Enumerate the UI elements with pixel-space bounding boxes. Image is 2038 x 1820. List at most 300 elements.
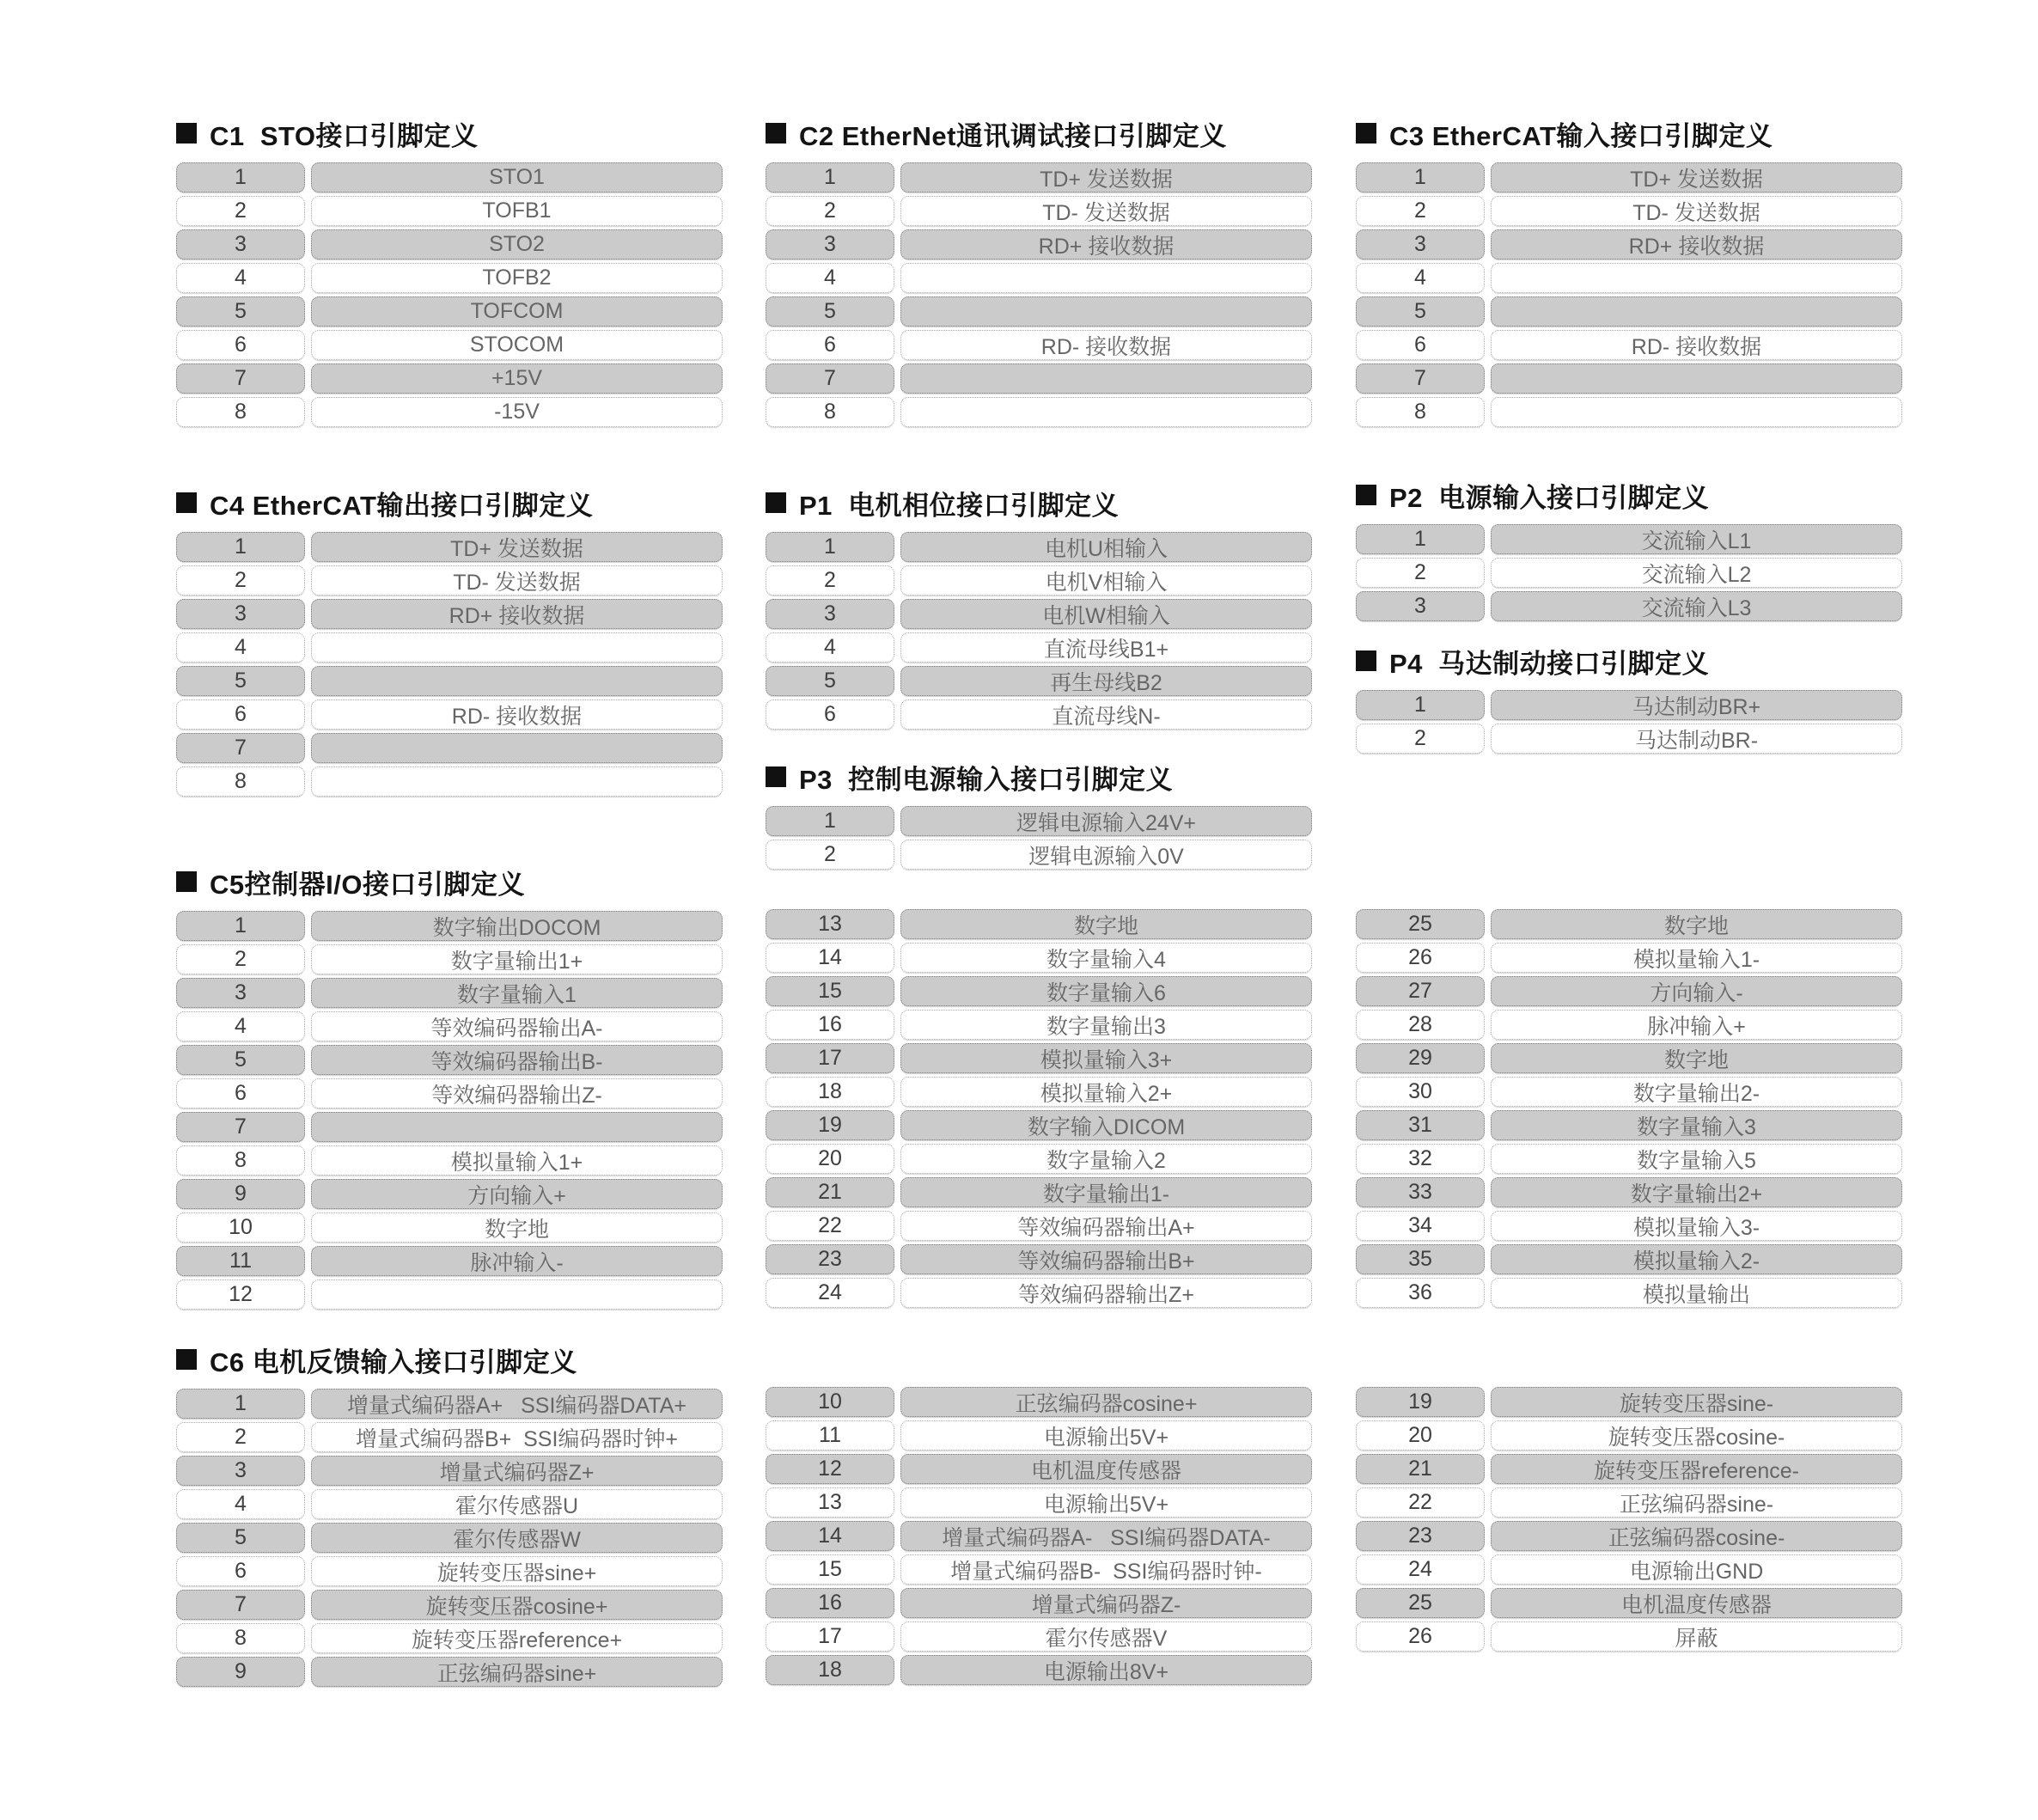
pin-row	[766, 1655, 1312, 1685]
pin-description: 数字地	[1491, 909, 1902, 939]
pin-number: 30	[1356, 1077, 1485, 1107]
pin-description: TD- 发送数据	[311, 565, 723, 595]
pin-row	[1356, 196, 1902, 226]
pin-number: 1	[176, 911, 305, 941]
pin-description	[311, 666, 723, 696]
pin-row	[766, 1077, 1312, 1107]
pin-description: 增量式编码器B+ SSI编码器时钟+	[311, 1422, 723, 1452]
section-bullet-icon	[176, 492, 197, 513]
pin-row	[766, 296, 1312, 327]
pin-number: 8	[176, 397, 305, 427]
section-bullet-icon	[176, 123, 197, 144]
pin-row	[766, 1622, 1312, 1652]
pin-description: 交流输入L3	[1491, 591, 1902, 621]
pin-description: 正弦编码器cosine-	[1491, 1521, 1902, 1551]
pin-description: 电机V相输入	[900, 565, 1312, 595]
pin-row	[1356, 330, 1902, 360]
pin-number: 7	[176, 363, 305, 394]
pin-number: 36	[1356, 1278, 1485, 1308]
pin-number: 7	[766, 363, 894, 394]
pin-row	[1356, 1144, 1902, 1174]
pin-row	[1356, 591, 1902, 621]
pin-number: 9	[176, 1179, 305, 1209]
pin-row	[766, 363, 1312, 394]
pin-row	[176, 330, 723, 360]
pin-description: 数字地	[311, 1212, 723, 1243]
pin-description: 数字量输入6	[900, 976, 1312, 1006]
pin-number: 1	[1356, 524, 1485, 554]
section-title-text: P4 马达制动接口引脚定义	[1389, 648, 1710, 679]
pin-number: 1	[1356, 162, 1485, 192]
pin-row	[766, 632, 1312, 663]
pin-row	[176, 532, 723, 562]
pin-row	[1356, 943, 1902, 973]
pin-row	[766, 840, 1312, 870]
pin-row	[1356, 1622, 1902, 1652]
pin-row	[766, 699, 1312, 730]
pin-row	[766, 943, 1312, 973]
pin-description: TD+ 发送数据	[311, 532, 723, 562]
pin-description: 模拟量输入3-	[1491, 1211, 1902, 1241]
pin-description: 马达制动BR-	[1491, 724, 1902, 754]
pin-description: 等效编码器输出A+	[900, 1211, 1312, 1241]
pin-description: RD- 接收数据	[311, 699, 723, 730]
section-title	[766, 114, 1312, 152]
pin-description: 旋转变压器cosine-	[1491, 1420, 1902, 1451]
pin-row	[766, 1010, 1312, 1040]
section-title-text: C2 EtherNet通讯调试接口引脚定义	[799, 120, 1227, 151]
pin-description: 旋转变压器sine-	[1491, 1387, 1902, 1417]
section-c3-ethercat-in	[1356, 114, 1902, 431]
pin-row	[176, 565, 723, 595]
pin-description: 霍尔传感器U	[311, 1489, 723, 1519]
pin-number: 17	[766, 1043, 894, 1073]
pin-row	[766, 1110, 1312, 1140]
pin-row	[766, 599, 1312, 629]
pin-description: 增量式编码器A+ SSI编码器DATA+	[311, 1389, 723, 1419]
pin-description: 电机温度传感器	[900, 1454, 1312, 1484]
pin-table-c5-1	[176, 911, 723, 1310]
section-bullet-icon	[1356, 650, 1376, 671]
pin-row	[176, 1657, 723, 1687]
pin-number: 2	[1356, 558, 1485, 588]
pin-table-c6-1	[176, 1389, 723, 1687]
pin-row	[1356, 1211, 1902, 1241]
pin-row	[176, 296, 723, 327]
pin-number: 7	[176, 1112, 305, 1142]
pin-row	[766, 1454, 1312, 1484]
pin-row	[176, 1389, 723, 1419]
pin-number: 8	[176, 1623, 305, 1653]
section-c5-controller-io-right	[1356, 909, 1902, 1311]
pin-row	[766, 1211, 1312, 1241]
pin-number: 6	[176, 1556, 305, 1586]
section-title-text: C4 EtherCAT输出接口引脚定义	[210, 490, 594, 521]
pin-row	[176, 1179, 723, 1209]
pin-number: 18	[766, 1077, 894, 1107]
pin-number: 35	[1356, 1244, 1485, 1274]
pin-table-p3	[766, 806, 1312, 870]
pin-description	[1491, 397, 1902, 427]
pin-number: 8	[1356, 397, 1485, 427]
pin-table-c3	[1356, 162, 1902, 427]
pin-row	[766, 229, 1312, 260]
section-title	[1356, 642, 1902, 680]
pin-description	[311, 766, 723, 797]
pin-description: 方向输入+	[311, 1179, 723, 1209]
pin-description: 霍尔传感器W	[311, 1523, 723, 1553]
pin-description	[311, 1279, 723, 1310]
pin-number: 7	[176, 733, 305, 763]
section-title	[176, 484, 723, 522]
pin-description: RD+ 接收数据	[311, 599, 723, 629]
pin-row	[1356, 558, 1902, 588]
section-c5-controller-io-mid	[766, 909, 1312, 1311]
pin-number: 1	[176, 1389, 305, 1419]
section-title	[766, 484, 1312, 522]
pin-description: 电机U相输入	[900, 532, 1312, 562]
pin-table-c1	[176, 162, 723, 427]
pin-number: 21	[1356, 1454, 1485, 1484]
pin-description	[900, 296, 1312, 327]
pin-description: STO1	[311, 162, 723, 192]
section-title-text: P3 控制电源输入接口引脚定义	[799, 764, 1174, 795]
pin-description: 方向输入-	[1491, 976, 1902, 1006]
pin-description: 数字量输入1	[311, 978, 723, 1008]
pin-description: TD- 发送数据	[1491, 196, 1902, 226]
pin-number: 5	[176, 296, 305, 327]
pin-number: 22	[766, 1211, 894, 1241]
section-title	[766, 758, 1312, 796]
pin-table-p4	[1356, 690, 1902, 754]
pin-row	[766, 1554, 1312, 1585]
pin-description: 脉冲输入-	[311, 1246, 723, 1276]
pin-description: 等效编码器输出Z-	[311, 1078, 723, 1108]
section-title	[1356, 476, 1902, 514]
pin-row	[176, 733, 723, 763]
pin-table-c5-3	[1356, 909, 1902, 1308]
pin-description: 电机W相输入	[900, 599, 1312, 629]
pin-number: 28	[1356, 1010, 1485, 1040]
pin-table-c2	[766, 162, 1312, 427]
pin-number: 3	[766, 599, 894, 629]
pin-row	[1356, 976, 1902, 1006]
pin-number: 4	[766, 263, 894, 293]
pin-row	[1356, 296, 1902, 327]
pin-description: RD+ 接收数据	[900, 229, 1312, 260]
pin-number: 15	[766, 976, 894, 1006]
section-title-text: P1 电机相位接口引脚定义	[799, 490, 1120, 521]
pin-row	[766, 1588, 1312, 1618]
pin-row	[766, 909, 1312, 939]
pin-row	[1356, 909, 1902, 939]
pin-description: TD+ 发送数据	[1491, 162, 1902, 192]
pin-description: 增量式编码器A- SSI编码器DATA-	[900, 1521, 1312, 1551]
pin-description: 逻辑电源输入24V+	[900, 806, 1312, 836]
pin-row	[766, 976, 1312, 1006]
pin-description: TOFB1	[311, 196, 723, 226]
section-bullet-icon	[176, 871, 197, 892]
pin-description: STOCOM	[311, 330, 723, 360]
pin-number: 16	[766, 1588, 894, 1618]
pin-row	[1356, 1454, 1902, 1484]
section-bullet-icon	[1356, 123, 1376, 144]
pin-number: 4	[176, 632, 305, 663]
pin-number: 2	[176, 944, 305, 974]
section-c2-ethernet	[766, 114, 1312, 431]
pin-number: 2	[766, 565, 894, 595]
pin-row	[766, 1521, 1312, 1551]
pin-description: 霍尔传感器V	[900, 1622, 1312, 1652]
pin-description: 数字地	[900, 909, 1312, 939]
section-bullet-icon	[766, 492, 786, 513]
pin-description: 模拟量输出	[1491, 1278, 1902, 1308]
pin-number: 5	[766, 666, 894, 696]
pin-description: 模拟量输入2+	[900, 1077, 1312, 1107]
pin-description: 等效编码器输出Z+	[900, 1278, 1312, 1308]
pin-number: 20	[1356, 1420, 1485, 1451]
pin-description: 数字量输入3	[1491, 1110, 1902, 1140]
pin-number: 2	[1356, 196, 1485, 226]
section-title	[176, 863, 723, 901]
pin-row	[176, 1078, 723, 1108]
pin-table-c6-3	[1356, 1387, 1902, 1652]
pin-row	[1356, 524, 1902, 554]
pin-number: 3	[176, 978, 305, 1008]
pin-number: 2	[176, 1422, 305, 1452]
pin-description: 数字量输出1-	[900, 1177, 1312, 1207]
pin-row	[766, 1177, 1312, 1207]
pin-row	[766, 1043, 1312, 1073]
pin-number: 1	[1356, 690, 1485, 720]
pin-number: 6	[176, 699, 305, 730]
pin-description: 交流输入L1	[1491, 524, 1902, 554]
section-p4-motor-brake	[1356, 642, 1902, 757]
pin-number: 13	[766, 909, 894, 939]
section-title-text: P2 电源输入接口引脚定义	[1389, 482, 1710, 513]
pin-row	[766, 806, 1312, 836]
pin-description: 正弦编码器sine-	[1491, 1487, 1902, 1518]
pin-description: 直流母线B1+	[900, 632, 1312, 663]
pin-number: 2	[1356, 724, 1485, 754]
pin-description: TOFCOM	[311, 296, 723, 327]
pin-number: 25	[1356, 909, 1485, 939]
pin-row	[1356, 397, 1902, 427]
pin-description: 等效编码器输出A-	[311, 1011, 723, 1041]
pin-number: 19	[766, 1110, 894, 1140]
pin-row	[176, 632, 723, 663]
section-bullet-icon	[766, 766, 786, 787]
pin-number: 3	[1356, 591, 1485, 621]
pin-row	[176, 1523, 723, 1553]
pin-description: +15V	[311, 363, 723, 394]
pin-row	[176, 1011, 723, 1041]
pin-number: 4	[176, 1011, 305, 1041]
pin-row	[176, 229, 723, 260]
pin-row	[766, 330, 1312, 360]
pin-number: 1	[766, 806, 894, 836]
section-title	[1356, 114, 1902, 152]
pin-row	[176, 363, 723, 394]
pin-number: 20	[766, 1144, 894, 1174]
pin-description: 电源输出5V+	[900, 1420, 1312, 1451]
pin-description: 数字量输出3	[900, 1010, 1312, 1040]
pin-number: 5	[176, 666, 305, 696]
pin-description: 等效编码器输出B+	[900, 1244, 1312, 1274]
pin-row	[176, 1590, 723, 1620]
pin-row	[176, 1045, 723, 1075]
pin-number: 6	[766, 330, 894, 360]
pin-number: 21	[766, 1177, 894, 1207]
pin-number: 2	[766, 840, 894, 870]
pin-row	[766, 1487, 1312, 1518]
pin-row	[766, 196, 1312, 226]
pin-row	[1356, 162, 1902, 192]
pin-number: 7	[1356, 363, 1485, 394]
pin-number: 1	[766, 532, 894, 562]
pin-description: 数字量输入4	[900, 943, 1312, 973]
section-c6-motor-feedback-mid	[766, 1387, 1312, 1689]
section-c1-sto	[176, 114, 723, 431]
pin-number: 1	[766, 162, 894, 192]
pin-row	[1356, 363, 1902, 394]
pin-description: 逻辑电源输入0V	[900, 840, 1312, 870]
pin-description	[311, 632, 723, 663]
pin-row	[1356, 1077, 1902, 1107]
pin-number: 26	[1356, 943, 1485, 973]
pin-description: 数字量输入5	[1491, 1144, 1902, 1174]
pin-description: 正弦编码器sine+	[311, 1657, 723, 1687]
pin-description	[1491, 263, 1902, 293]
pin-number: 13	[766, 1487, 894, 1518]
pin-number: 3	[176, 599, 305, 629]
section-bullet-icon	[1356, 485, 1376, 505]
section-title-text: C6 电机反馈输入接口引脚定义	[210, 1347, 577, 1377]
pin-number: 14	[766, 1521, 894, 1551]
pin-table-c4	[176, 532, 723, 797]
section-c4-ethercat-out	[176, 484, 723, 800]
pin-row	[1356, 1588, 1902, 1618]
pin-row	[1356, 1244, 1902, 1274]
pin-number: 4	[1356, 263, 1485, 293]
pin-number: 5	[766, 296, 894, 327]
pin-description: 模拟量输入2-	[1491, 1244, 1902, 1274]
pin-number: 3	[176, 1456, 305, 1486]
pin-description	[311, 1112, 723, 1142]
pin-description: 模拟量输入1+	[311, 1145, 723, 1176]
pin-row	[766, 263, 1312, 293]
pin-number: 4	[176, 1489, 305, 1519]
pin-row	[766, 1420, 1312, 1451]
section-title-text: C5控制器I/O接口引脚定义	[210, 869, 525, 900]
pin-row	[1356, 1278, 1902, 1308]
pin-description	[311, 733, 723, 763]
pin-row	[176, 1556, 723, 1586]
section-bullet-icon	[176, 1349, 197, 1370]
pin-number: 11	[766, 1420, 894, 1451]
pin-description: 电机温度传感器	[1491, 1588, 1902, 1618]
pin-table-c6-2	[766, 1387, 1312, 1685]
pin-number: 5	[176, 1523, 305, 1553]
pin-description: 电源输出5V+	[900, 1487, 1312, 1518]
pin-row	[176, 1422, 723, 1452]
pin-description: 马达制动BR+	[1491, 690, 1902, 720]
pin-description: 模拟量输入3+	[900, 1043, 1312, 1073]
pin-number: 25	[1356, 1588, 1485, 1618]
pin-number: 5	[176, 1045, 305, 1075]
pin-description: 数字量输出2+	[1491, 1177, 1902, 1207]
pin-row	[176, 1112, 723, 1142]
pin-number: 3	[1356, 229, 1485, 260]
pin-row	[176, 666, 723, 696]
section-title	[176, 114, 723, 152]
pin-number: 27	[1356, 976, 1485, 1006]
pin-description: 数字量输入2	[900, 1144, 1312, 1174]
pin-row	[766, 1278, 1312, 1308]
pin-description: 直流母线N-	[900, 699, 1312, 730]
pin-row	[766, 1144, 1312, 1174]
section-title-text: C1 STO接口引脚定义	[210, 120, 479, 151]
pin-description	[900, 263, 1312, 293]
pin-number: 7	[176, 1590, 305, 1620]
pin-number: 6	[1356, 330, 1485, 360]
pin-row	[766, 1387, 1312, 1417]
pin-number: 1	[176, 162, 305, 192]
pin-number: 10	[176, 1212, 305, 1243]
pin-row	[1356, 724, 1902, 754]
pin-row	[1356, 1043, 1902, 1073]
pin-number: 11	[176, 1246, 305, 1276]
pin-number: 19	[1356, 1387, 1485, 1417]
pin-row	[176, 1246, 723, 1276]
pin-description: 电源输出GND	[1491, 1554, 1902, 1585]
pin-row	[176, 263, 723, 293]
section-p2-power-input	[1356, 476, 1902, 625]
pin-row	[766, 162, 1312, 192]
pin-row	[1356, 1110, 1902, 1140]
pin-table-p1	[766, 532, 1312, 730]
pin-number: 23	[1356, 1521, 1485, 1551]
pin-row	[176, 1279, 723, 1310]
pin-number: 8	[176, 766, 305, 797]
pin-row	[176, 1145, 723, 1176]
pin-row	[176, 1623, 723, 1653]
pin-description: 屏蔽	[1491, 1622, 1902, 1652]
pin-description: -15V	[311, 397, 723, 427]
pin-description: 旋转变压器reference+	[311, 1623, 723, 1653]
pin-description: RD+ 接收数据	[1491, 229, 1902, 260]
pin-description: 数字地	[1491, 1043, 1902, 1073]
section-title	[176, 1341, 723, 1378]
pin-row	[766, 666, 1312, 696]
pin-number: 8	[766, 397, 894, 427]
section-bullet-icon	[766, 123, 786, 144]
pin-row	[766, 397, 1312, 427]
pin-number: 32	[1356, 1144, 1485, 1174]
pin-row	[176, 196, 723, 226]
pin-description: 增量式编码器B- SSI编码器时钟-	[900, 1554, 1312, 1585]
pin-row	[176, 599, 723, 629]
pin-description: 旋转变压器sine+	[311, 1556, 723, 1586]
pin-description: RD- 接收数据	[900, 330, 1312, 360]
pin-description: 交流输入L2	[1491, 558, 1902, 588]
pin-number: 34	[1356, 1211, 1485, 1241]
pin-description: TOFB2	[311, 263, 723, 293]
pin-row	[1356, 229, 1902, 260]
pin-number: 1	[176, 532, 305, 562]
pin-number: 2	[176, 565, 305, 595]
pin-row	[1356, 1521, 1902, 1551]
